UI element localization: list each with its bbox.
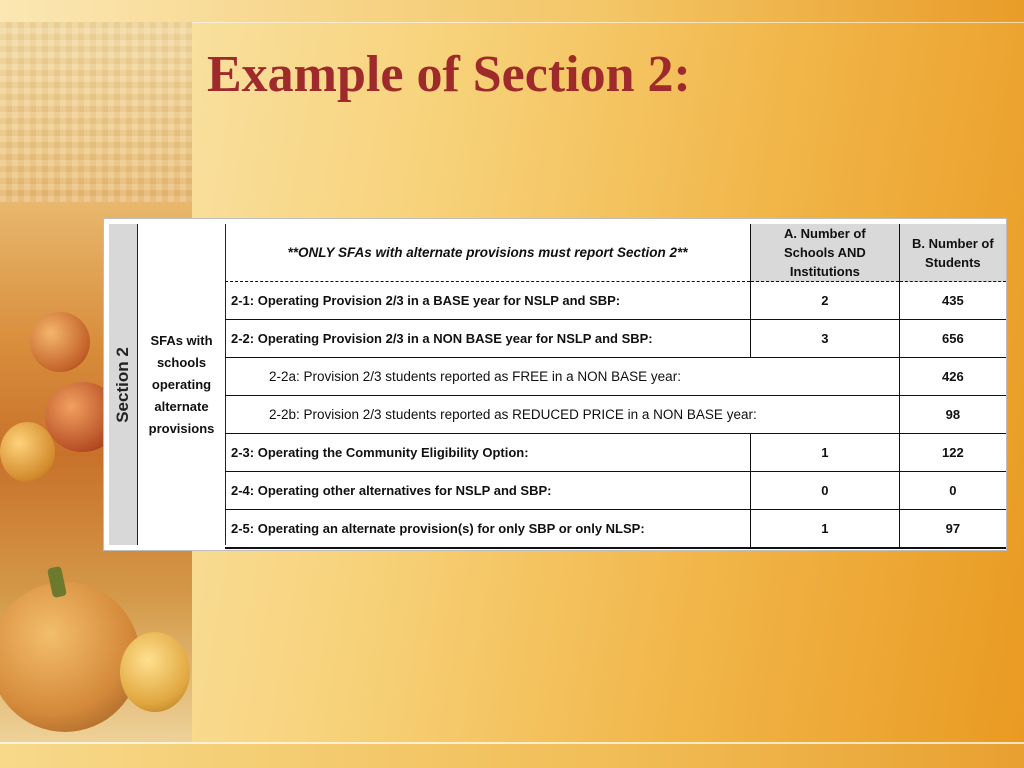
table-row	[225, 396, 1006, 434]
row-value-b: 97	[899, 510, 1006, 548]
row-value-a: 1	[751, 510, 900, 548]
sfa-label-column	[138, 224, 226, 545]
table-row	[225, 510, 1006, 548]
row-value-b: 426	[899, 358, 1006, 396]
row-value-b: 98	[899, 396, 1006, 434]
row-value-b: 656	[899, 320, 1006, 358]
row-value-a: 3	[751, 320, 900, 358]
top-decorative-band	[0, 0, 1024, 23]
mosaic-texture	[0, 22, 192, 202]
table-row	[225, 320, 1006, 358]
table-row	[225, 434, 1006, 472]
section-label: Section 2	[113, 346, 132, 423]
section-label-column	[109, 224, 138, 545]
section-2-table	[225, 224, 1006, 549]
table-row	[225, 472, 1006, 510]
row-value-b: 0	[899, 472, 1006, 510]
row-value-a: 1	[751, 434, 900, 472]
row-label: 2-1: Operating Provision 2/3 in a BASE year for NSLP and SBP:	[225, 282, 751, 320]
row-label: 2-2a: Provision 2/3 students reported as FREE in a NON BASE year:	[225, 358, 899, 396]
row-value-b: 435	[899, 282, 1006, 320]
pumpkin-shape	[0, 582, 140, 732]
section-2-table-image	[103, 218, 1007, 551]
sfa-label: SFAs with schools operating alternate provisions	[148, 332, 215, 436]
row-value-a: 0	[751, 472, 900, 510]
slide-title: Example of Section 2:	[207, 46, 691, 103]
gourd-shape	[120, 632, 190, 712]
table-header-row	[225, 224, 1006, 282]
row-label: 2-2: Operating Provision 2/3 in a NON BASE year for NSLP and SBP:	[225, 320, 751, 358]
notice-text: **ONLY SFAs with alternate provisions must report Section 2**	[225, 224, 751, 282]
row-label: 2-5: Operating an alternate provision(s) for only SBP or only NLSP:	[225, 510, 751, 548]
row-value-b: 122	[899, 434, 1006, 472]
row-label: 2-4: Operating other alternatives for NSLP and SBP:	[225, 472, 751, 510]
table-row	[225, 282, 1006, 320]
apple-shape	[30, 312, 90, 372]
squash-shape	[0, 422, 55, 482]
column-a-header: A. Number of Schools AND Institutions	[751, 224, 900, 282]
table-row	[225, 358, 1006, 396]
column-b-header: B. Number of Students	[899, 224, 1006, 282]
row-value-a: 2	[751, 282, 900, 320]
row-label: 2-2b: Provision 2/3 students reported as REDUCED PRICE in a NON BASE year:	[225, 396, 899, 434]
row-label: 2-3: Operating the Community Eligibility Option:	[225, 434, 751, 472]
bottom-decorative-band	[0, 742, 1024, 768]
